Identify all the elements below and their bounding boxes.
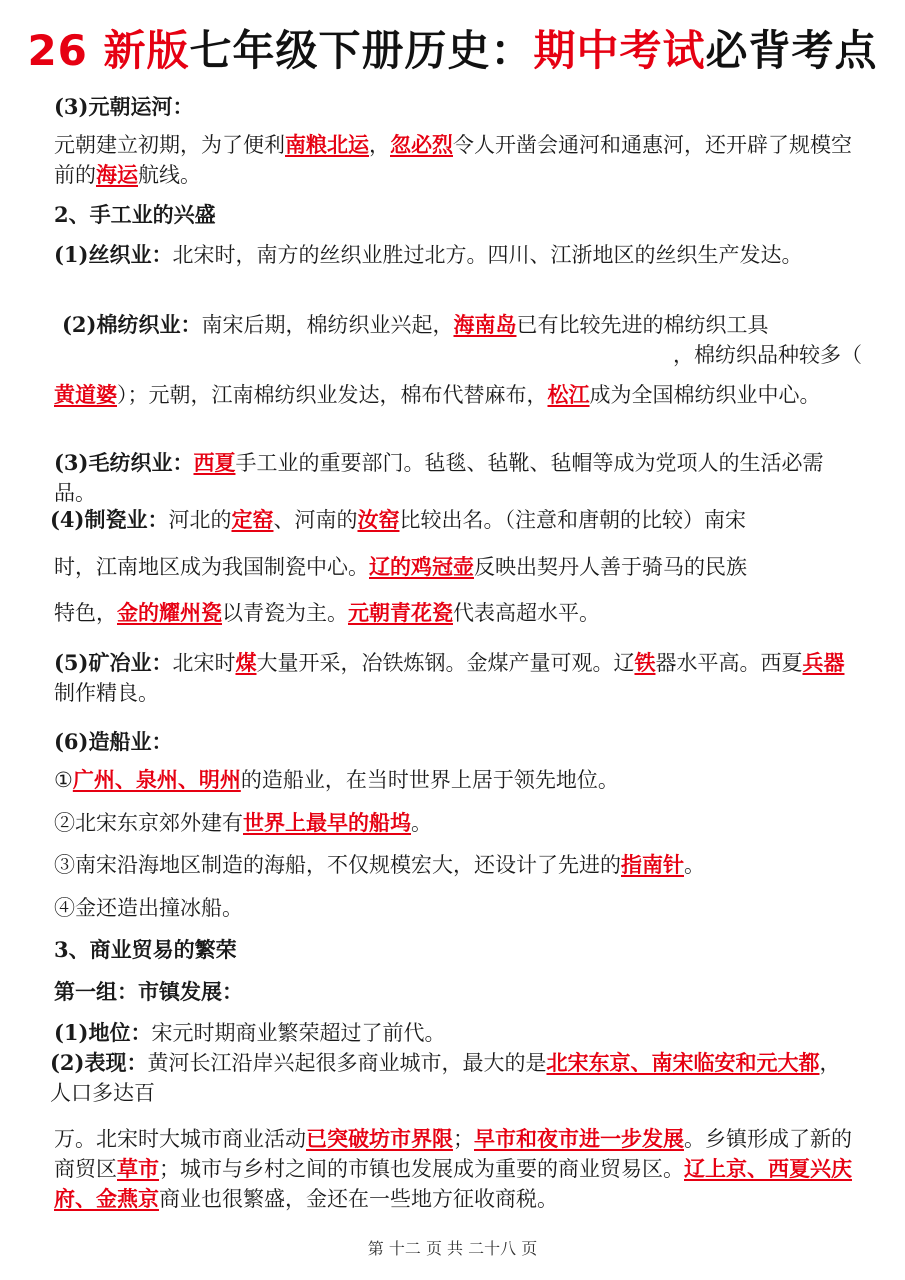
porcelain-line-3: 特色，金的耀州瓷以青瓷为主。元朝青花瓷代表高超水平。	[54, 600, 600, 625]
cotton-paragraph: (2)棉纺织业：南宋后期，棉纺织业兴起，海南岛已有比较先进的棉纺织工具 ，棉纺织品种较多（	[62, 312, 862, 367]
performance-paragraph: (2)表现：黄河长江沿岸兴起很多商业城市，最大的是北宋东京、南宋临安和元大都，人口多达百	[50, 1050, 841, 1105]
porcelain-line-1: (4)制瓷业：河北的定窑、河南的汝窑比较出名。（注意和唐朝的比较）南宋	[50, 507, 746, 532]
performance-paragraph-cont: 万。北宋时大城市商业活动已突破坊市界限；早市和夜市进一步发展。乡镇形成了新的商贸区草市；城市与乡村之间的市镇也发展成为重要的商业贸易区。辽上京、西夏兴庆府、金燕京商业也很繁盛，金还在一些地方征收商税。	[54, 1126, 852, 1211]
ship-item-2: ②北宋东京郊外建有世界上最早的船坞。	[54, 810, 432, 835]
ship-item-3: ③南宋沿海地区制造的海船，不仅规模宏大，还设计了先进的指南针。	[54, 852, 705, 877]
canal-paragraph: 元朝建立初期，为了便利南粮北运，忽必烈令人开凿会通河和通惠河，还开辟了规模空前的海运航线。	[54, 132, 852, 187]
wool-paragraph: (3)毛纺织业：西夏手工业的重要部门。毡毯、毡靴、毡帽等成为党项人的生活必需品。	[54, 450, 824, 505]
section-3-heading: 3、商业贸易的繁荣	[54, 937, 237, 962]
ship-item-1: ①广州、泉州、明州的造船业，在当时世界上居于领先地位。	[54, 767, 619, 792]
page-title: 26 新版七年级下册历史：期中考试必背考点	[27, 26, 878, 75]
porcelain-line-2: 时，江南地区成为我国制瓷中心。辽的鸡冠壶反映出契丹人善于骑马的民族	[54, 554, 747, 579]
page-number: 第 十二 页 共 二十八 页	[367, 1239, 538, 1258]
mining-paragraph: (5)矿冶业：北宋时煤大量开采，冶铁炼钢。金煤产量可观。辽铁器水平高。西夏兵器制作精良。	[54, 650, 845, 705]
cotton-paragraph-cont: 黄道婆）；元朝，江南棉纺织业发达，棉布代替麻布，松江成为全国棉纺织业中心。	[54, 382, 821, 407]
group-1-heading: 第一组：市镇发展：	[54, 979, 243, 1004]
silk-paragraph: (1)丝织业：北宋时，南方的丝织业胜过北方。四川、江浙地区的丝织生产发达。	[54, 242, 803, 267]
ship-item-4: ④金还造出撞冰船。	[54, 896, 243, 920]
position-paragraph: (1)地位：宋元时期商业繁荣超过了前代。	[54, 1020, 446, 1045]
section-2-heading: 2、手工业的兴盛	[54, 202, 216, 227]
ship-heading: (6)造船业：	[54, 729, 173, 754]
canal-heading: (3)元朝运河：	[54, 94, 194, 119]
